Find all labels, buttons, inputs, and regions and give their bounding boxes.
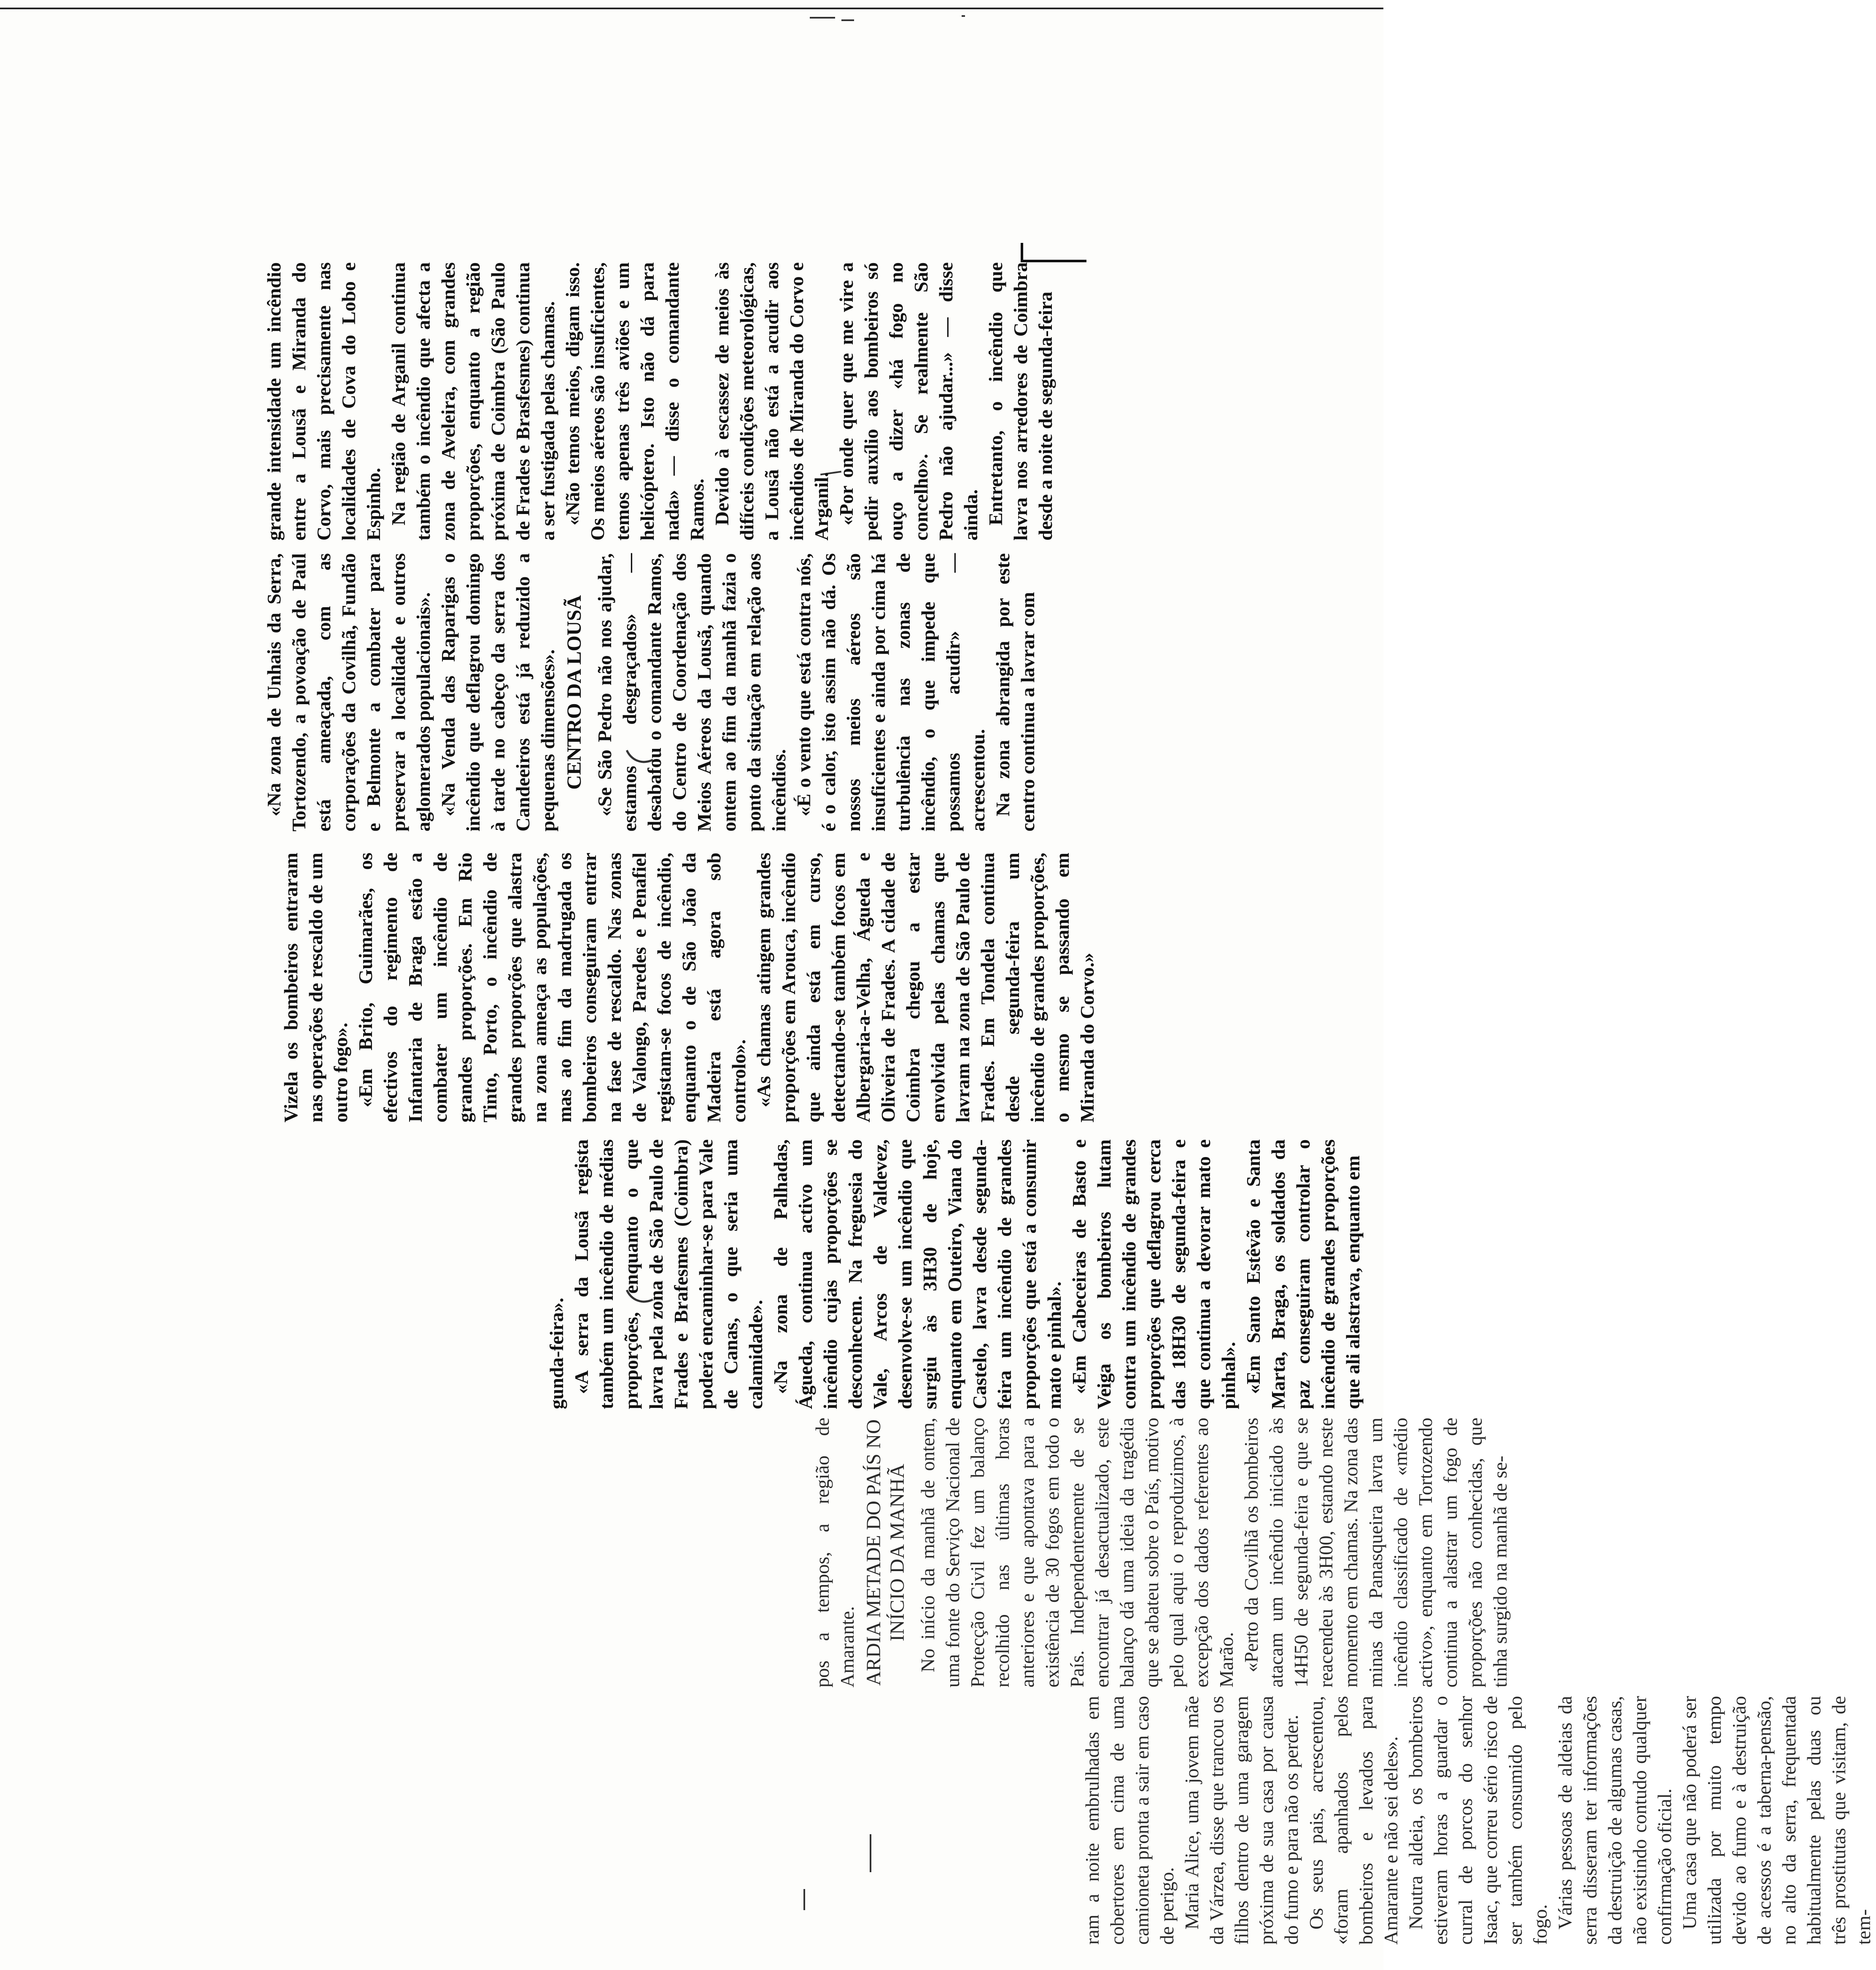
article-paragraph: Vizela os bombeiros entraram nas operações de rescaldo de um outro fogo». — [280, 853, 351, 1122]
article-paragraph: «Perto da Covilhã os bombeiros atacam um incêndio iniciado às 14H50 de segunda-feira e que se reacendeu às 3H00, estando neste momento em chamas. Na zona das minas da Panasqueira lavra um incêndio classificado de «médio activo», enquanto em Tortozendo continua a alastrar um fogo de proporções não conhecidas, que tinha surgido na manhã de se- — [1240, 1418, 1511, 1687]
article-paragraph: No início da manhã de ontem, uma fonte do Serviço Nacional de Protecção Civil fez um balanço recolhido nas últimas horas anteriores e que apontava para a existência de 30 fogos em todo o País. Independentemente de se encontrar já desactualizado, este balanço dá uma ideia da tragédia que se abateu sobre o País, motivo pelo qual aqui o reproduzimos, à excepção dos dados referentes ao Marão. — [917, 1418, 1237, 1687]
article-paragraph: grande intensidade um incêndio entre a Lousã e Miranda do Corvo, mais precisamente nas localidades de Cova do Lobo e Espinho. — [263, 262, 384, 541]
article-paragraph: «A serra da Lousã regista também um incêndio de médias proporções, enquanto o que lavra pela zona de São Paulo de Frades e Brafesmes (Coimbra) poderá encaminhar-se para Vale de Canas, o que seria uma calamidade». — [571, 1139, 766, 1409]
article-column-6 — [0, 262, 1383, 541]
article-paragraph: Uma casa que não poderá ser utilizada por muito tempo devido ao fumo e à destruição de acessos é a taberna-pensão, no alto da serra, frequentada habitualmente pelas duas ou três prostitutas que visitam, de tem- — [1679, 1696, 1874, 1945]
article-paragraph: «Não temos meios, digam isso. Os meios aéreos são insuficientes, temos apenas três aviões e um helicóptero. Isto não dá para nada» — disse o comandante Ramos. — [562, 262, 708, 541]
article-paragraph: «Se São Pedro não nos ajudar, estamos desgraçados» — desabafou o comandante Ramos, do Centro de Coordenação dos Meios Aéreos da Lousã, quando ontem ao fim da manhã fazia o ponto da situação em relação aos incêndios. — [594, 553, 790, 832]
article-column-5 — [0, 553, 1383, 832]
article-column-2 — [0, 1418, 1511, 1687]
article-paragraph: Várias pessoas de aldeias da serra disseram ter informações da destruição de algumas casas, não existindo contudo qualquer confirmação oficial. — [1554, 1696, 1675, 1945]
article-paragraph: «Em Cabeceiras de Basto e Veiga os bombeiros lutam contra um incêndio de grandes proporções que deflagrou cerca das 18H30 de segunda-feira e que continua a devorar mato e pinhal». — [1068, 1139, 1239, 1409]
article-paragraph: «Na zona de Unhais da Serra, Tortozendo, a povoação de Paúl está ameaçada, com as corporações da Covilhã, Fundão e Belmonte a combater para preservar a localidade e outros aglomerados populacionais». — [263, 553, 434, 832]
article-paragraph: Na região de Arganil continua também o incêndio que afecta a zona de Aveleira, com grandes proporções, enquanto a região próxima de Coimbra (São Paulo de Frades e Brasfesmes) continua a ser fustigada pelas chamas. — [388, 262, 558, 541]
article-paragraph: ram a noite embrulhadas em cobertores em cima de uma camioneta pronta a sair em caso de perigo. — [1081, 1696, 1178, 1945]
section-heading: CENTRO DA LOUSÃ — [563, 595, 585, 790]
article-paragraph: «Em Brito, Guimarães, os efectivos do regimento de Infantaria de Braga estão a combater um incêndio de grandes proporções. Em Rio Tinto, Porto, o incêndio de grandes proporções que alastra na zona ameaça as populações, mas ao fim da madrugada os bombeiros conseguiram entrar na fase de rescaldo. Nas zonas de Valongo, Paredes e Penafiel registam-se focos de incêndio, enquanto o de São João da Madeira está agora sob controlo». — [355, 853, 749, 1122]
article-paragraph: «Na Venda das Raparigas o incêndio que deflagrou domingo à tarde no cabeço da serra dos Candeeiros está já reduzido a pequenas dimensões». — [437, 553, 558, 832]
article-paragraph: «É o vento que está contra nós, é o calor, isto assim não dá. Os nossos meios aéreos são insuficientes e ainda por cima há turbulência nas zonas de incêndio, o que impede que possamos acudir» — acrescentou. — [793, 553, 989, 832]
article-column-4 — [0, 853, 1383, 1122]
column-end-bracket — [1021, 243, 1086, 262]
article-paragraph: gunda-feira». — [546, 1297, 567, 1409]
article-paragraph: Devido à escassez de meios às difíceis condições meteorológicas, a Lousã não está a acudir aos incêndios de Miranda do Corvo e Arganil. — [711, 262, 832, 541]
article-column-3 — [0, 1139, 1383, 1409]
article-paragraph: «Em Santo Estêvão e Santa Marta, Braga, os soldados da paz conseguiram controlar o incêndio de grandes proporções que ali alastrava, enquanto em — [1243, 1139, 1364, 1409]
article-paragraph: Entretanto, o incêndio que lavra nos arredores de Coimbra desde a noite de segunda-feira — [985, 262, 1056, 541]
article-paragraph: Os seus pais, acrescentou, «foram apanhados pelos bombeiros e levados para Amarante e não sei deles». — [1305, 1696, 1402, 1945]
article-column-1 — [0, 1696, 1874, 1945]
article-paragraph: «As chamas atingem grandes proporções em Arouca, incêndio que ainda está em curso, detectando-se também focos em Albergaria-a-Velha, Águeda e Oliveira de Frades. A cidade de Coimbra chegou a estar envolvida pelas chamas que lavram na zona de São Paulo de Frades. Em Tondela continua desde segunda-feira um incêndio de grandes proporções, o mesmo se passando em Miranda do Corvo.» — [753, 853, 1098, 1122]
section-heading: ARDIA METADE DO PAÍS NO INÍCIO DA MANHÃ — [863, 1419, 908, 1686]
article-paragraph: Noutra aldeia, os bombeiros estiveram horas a guardar o curral de porcos do senhor Isaac, que correu sério risco de ser também consumido pelo fogo. — [1405, 1696, 1551, 1945]
article-paragraph: pos a tempos, a região de Amarante. — [811, 1418, 858, 1687]
article-paragraph: Na zona abrangida por este centro continua a lavrar com — [992, 553, 1038, 832]
article-paragraph: Maria Alice, uma jovem mãe da Várzea, disse que trancou os filhos dentro de uma garagem próxima de sua casa por causa do fumo e para não os perder. — [1181, 1696, 1302, 1945]
article-paragraph: «Por onde quer que me vire a pedir auxílio aos bombeiros só ouço a dizer «há fogo no concelho». Se realmente São Pedro não ajudar...» — disse ainda. — [836, 262, 981, 541]
article-paragraph: «Na zona de Palhadas, Águeda, continua activo um incêndio cujas proporções se desconhecem. Na freguesia do Vale, Arcos de Valdevez, desenvolve-se um incêndio que surgiu às 3H30 de hoje, enquanto em Outeiro, Viana do Castelo, lavra desde segunda-feira um incêndio de grandes proporções que está a consumir mato e pinhal». — [770, 1139, 1065, 1409]
